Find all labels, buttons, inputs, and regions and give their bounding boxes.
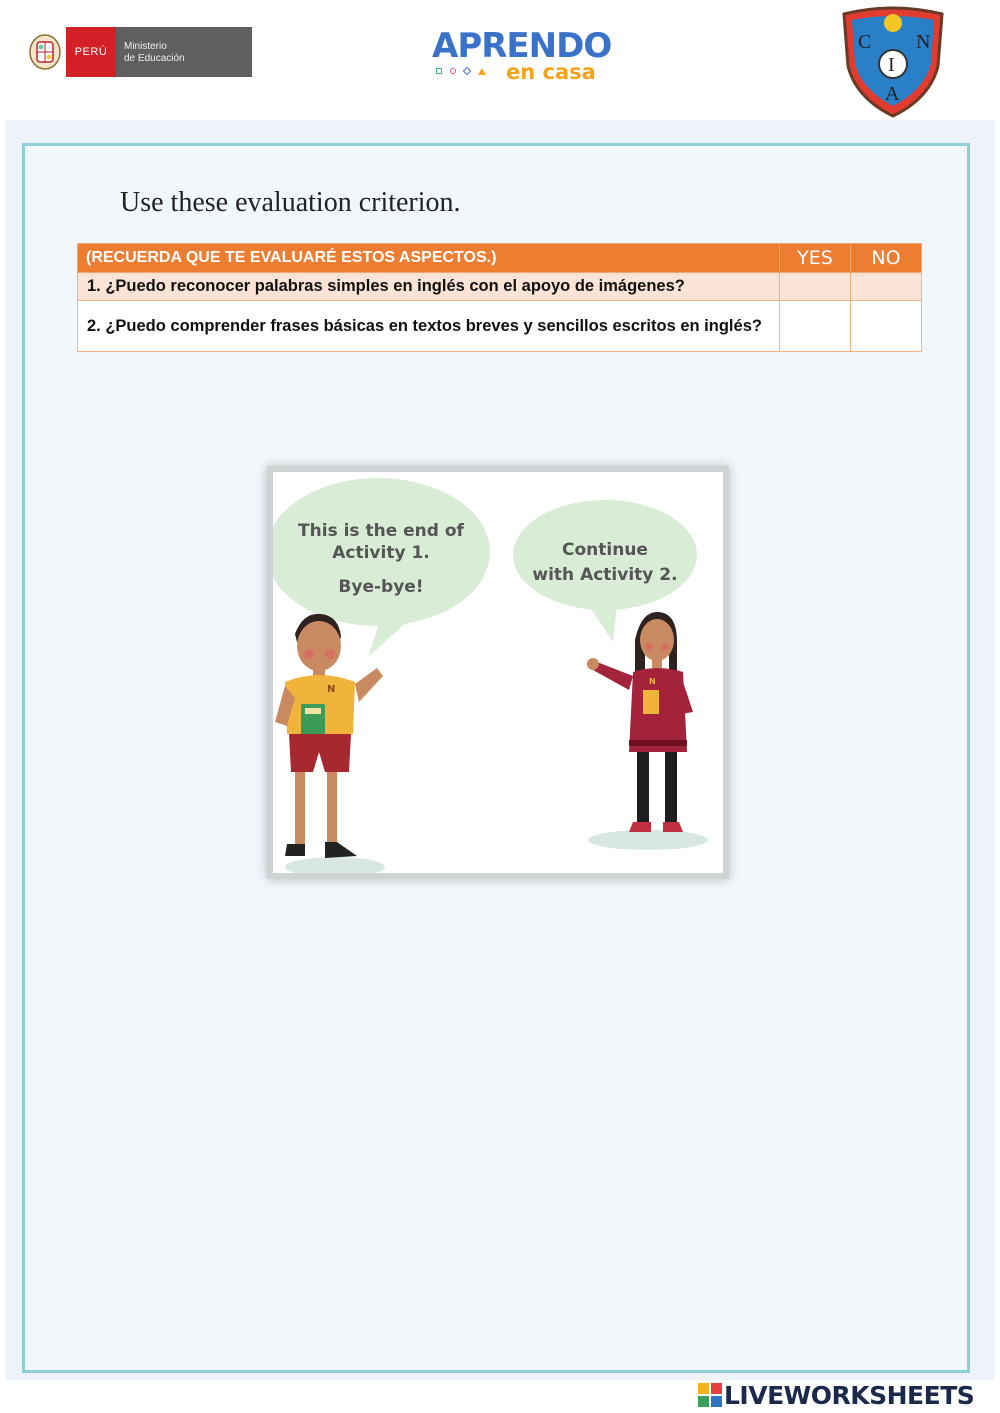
boy-shirt-letter: N <box>327 684 336 695</box>
school-crest-icon <box>838 6 948 118</box>
crest-letter-n: N <box>916 31 931 53</box>
table-row <box>78 301 922 352</box>
right-bubble-text <box>523 538 687 588</box>
criteria-header: (RECUERDA QUE TE EVALUARÉ ESTOS ASPECTOS.) <box>78 244 780 273</box>
crest-letter-c: C <box>858 31 872 53</box>
crest-letter-a: A <box>885 83 900 105</box>
left-bubble-line-1: This is the end of <box>298 521 464 541</box>
children-illustration <box>267 466 729 879</box>
criterion-text: 1. ¿Puedo reconocer palabras simples en inglés con el apoyo de imágenes? <box>78 273 780 301</box>
table-row <box>78 273 922 301</box>
aprendo-word: APRENDO <box>432 26 612 66</box>
instruction-text: Use these evaluation criterion. <box>120 187 461 218</box>
boy-figure <box>275 614 383 858</box>
peru-label: PERÚ <box>66 27 116 77</box>
liveworksheets-logo-icon <box>698 1383 722 1407</box>
ministry-line-1: Ministerio <box>124 41 167 52</box>
yes-cell[interactable] <box>780 301 851 352</box>
peru-coat-of-arms-icon <box>24 27 66 77</box>
en-casa-word: en casa <box>506 60 596 84</box>
evaluation-criteria-table <box>77 243 922 352</box>
girl-shirt-letter: N <box>649 677 656 686</box>
logo-shapes-icon <box>436 68 486 75</box>
right-bubble-line-2: with Activity 2. <box>532 565 678 585</box>
criterion-text: 2. ¿Puedo comprender frases básicas en textos breves y sencillos escritos en inglés? <box>78 301 780 352</box>
yes-cell[interactable] <box>780 273 851 301</box>
no-cell[interactable] <box>851 301 922 352</box>
left-bubble-line-2: Activity 1. <box>332 543 430 563</box>
ministry-line-2: de Educación <box>124 53 185 64</box>
left-bubble-line-3: Bye-bye! <box>338 577 424 597</box>
table-header-row <box>78 244 922 273</box>
aprendo-en-casa-logo <box>430 28 615 88</box>
ministry-name <box>116 27 252 77</box>
page-header <box>0 0 1000 120</box>
ministry-logo <box>24 27 252 77</box>
liveworksheets-watermark <box>698 1380 974 1410</box>
watermark-text: LIVEWORKSHEETS <box>724 1380 975 1410</box>
crest-letter-i: I <box>888 54 895 76</box>
no-cell[interactable] <box>851 273 922 301</box>
right-bubble-line-1: Continue <box>562 540 648 560</box>
no-header: NO <box>851 244 922 273</box>
girl-figure <box>587 612 693 832</box>
left-bubble-text <box>283 520 479 598</box>
yes-header: YES <box>780 244 851 273</box>
